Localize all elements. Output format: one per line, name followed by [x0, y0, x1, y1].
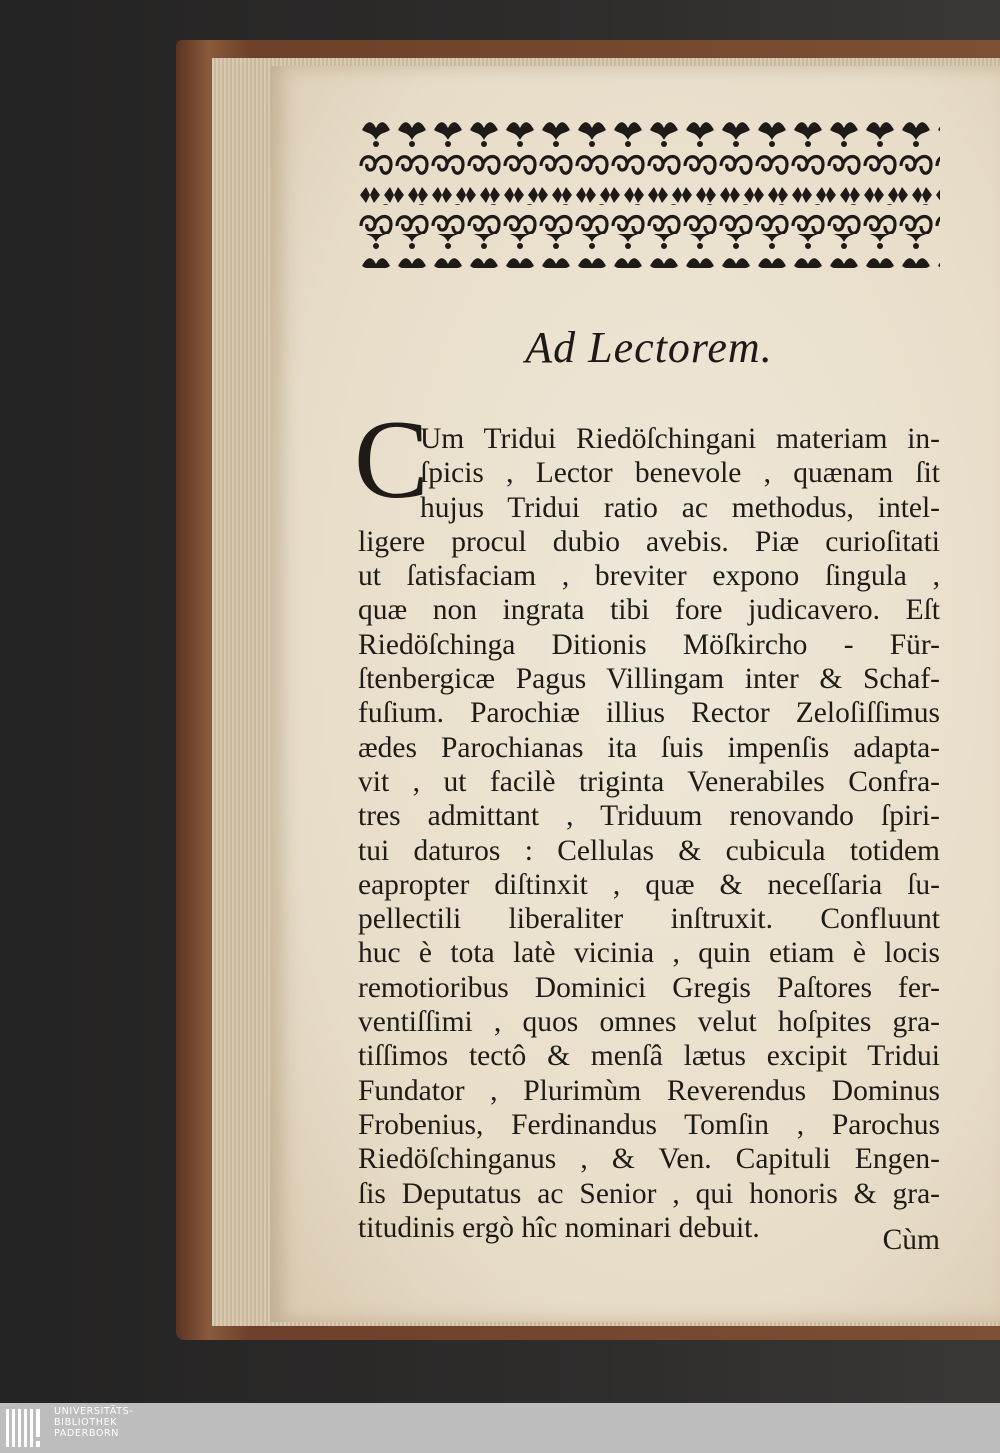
- text-line: ventiſſimi , quos omnes velut hoſpites gra-: [358, 1006, 940, 1039]
- text-line: tui daturos : Cellulas & cubicula totidem: [358, 834, 940, 867]
- page-heading: Ad Lectorem.: [525, 323, 773, 372]
- text-line: pellectili liberaliter inſtruxit. Confluunt: [358, 903, 940, 936]
- catchword: Cùm: [882, 1224, 940, 1256]
- text-line: Fundator , Plurimùm Reverendus Dominus: [358, 1074, 940, 1107]
- drop-capital: C: [354, 398, 429, 522]
- text-line: fuſium. Parochiæ illius Rector Zeloſiſſimus: [358, 697, 940, 730]
- library-name-line: UNIVERSITÄTS-: [54, 1406, 134, 1417]
- text-line: hujus Tridui ratio ac methodus, intel-: [420, 491, 940, 524]
- library-logo-icon: [4, 1407, 44, 1449]
- text-line: huc è tota latè vicinia , quin etiam è locis: [358, 937, 940, 970]
- footer-bar: [0, 1403, 1000, 1453]
- library-name-line: PADERBORN: [54, 1428, 120, 1439]
- text-line: ſis Deputatus ac Senior , qui honoris & gra-: [358, 1177, 940, 1210]
- text-line: tres admittant , Triduum renovando ſpiri-: [358, 800, 940, 833]
- library-name-line: BIBLIOTHEK: [54, 1417, 118, 1428]
- text-line: Riedöſchinga Ditionis Möſkircho - Für-: [358, 628, 940, 661]
- ornamental-border: [358, 118, 940, 270]
- text-line: quæ non ingrata tibi fore judicavero. Eſt: [358, 594, 940, 627]
- text-line: ſpicis , Lector benevole , quænam ſit: [420, 457, 940, 490]
- text-line: Frobenius, Ferdinandus Tomſin , Parochus: [358, 1108, 940, 1141]
- body-text: [358, 422, 940, 1245]
- text-line: ædes Parochianas ita ſuis impenſis adapta-: [358, 731, 940, 764]
- text-line: vit , ut facilè triginta Venerabiles Confra-: [358, 765, 940, 798]
- text-line: ſtenbergicæ Pagus Villingam inter & Schaf-: [358, 663, 940, 696]
- text-line: Um Tridui Riedöſchingani materiam in-: [420, 423, 940, 455]
- text-line: Riedöſchinganus , & Ven. Capituli Engen-: [358, 1143, 940, 1176]
- text-line: titudinis ergò hîc nominari debuit.: [358, 1211, 760, 1244]
- text-line: ligere procul dubio avebis. Piæ curioſitati: [358, 525, 940, 558]
- library-name: [54, 1406, 133, 1439]
- text-line: ut ſatisfaciam , breviter expono ſingula ,: [358, 560, 940, 593]
- text-line: eapropter diſtinxit , quæ & neceſſaria ſu-: [358, 868, 940, 901]
- text-line: remotioribus Dominici Gregis Paſtores fer-: [358, 971, 940, 1004]
- text-line: tiſſimos tectô & menſâ lætus excipit Tridui: [358, 1040, 940, 1073]
